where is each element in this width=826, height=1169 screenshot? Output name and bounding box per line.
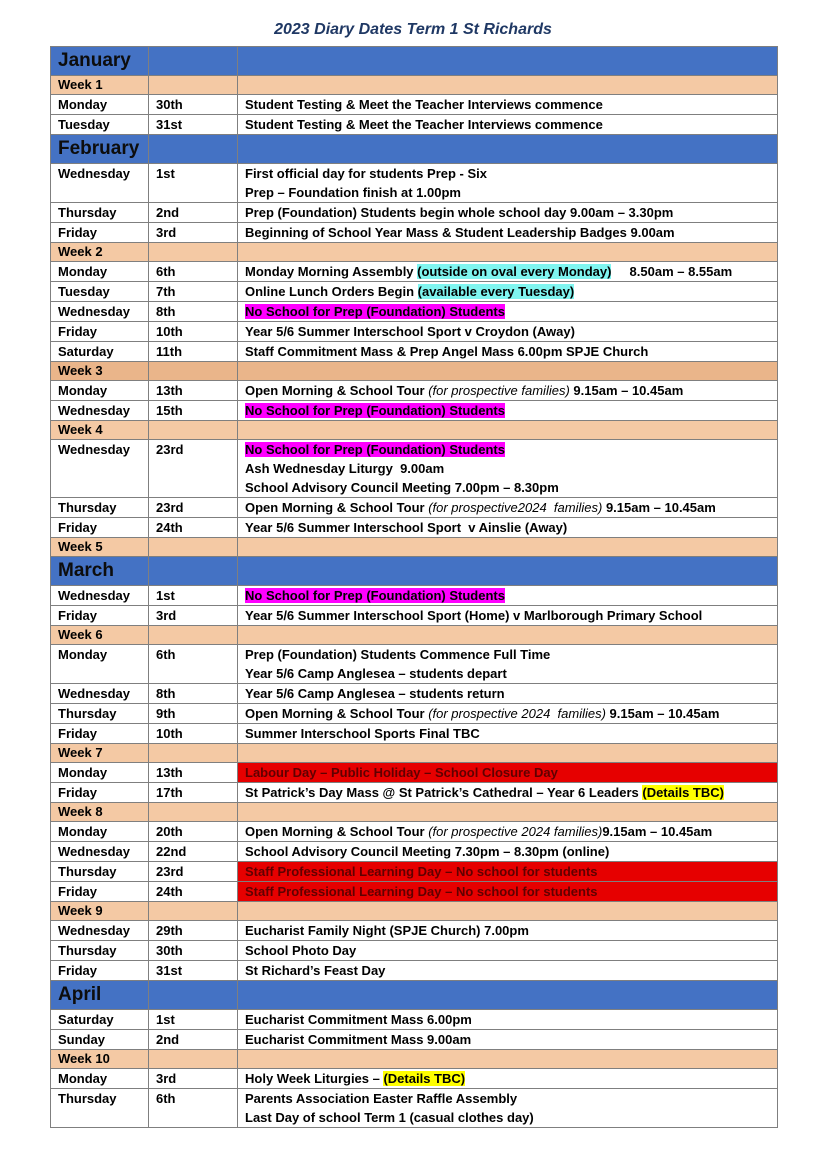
event-day: Monday	[51, 1069, 149, 1089]
event-line	[245, 783, 777, 802]
week-label: Week 4	[51, 421, 149, 440]
event-day: Wednesday	[51, 921, 149, 941]
event-text: Summer Interschool Sports Final TBC	[245, 726, 480, 741]
event-row	[51, 381, 778, 401]
week-label: Week 6	[51, 626, 149, 645]
event-description	[238, 401, 778, 421]
event-text: No School for Prep (Foundation) Students	[245, 403, 505, 418]
event-date: 17th	[149, 783, 238, 803]
event-line	[245, 302, 777, 321]
event-date: 2nd	[149, 203, 238, 223]
event-description	[238, 882, 778, 902]
month-header-row	[51, 557, 778, 586]
event-day: Monday	[51, 645, 149, 684]
event-day: Thursday	[51, 941, 149, 961]
event-day: Tuesday	[51, 282, 149, 302]
event-text: Year 5/6 Summer Interschool Sport v Ainslie (Away)	[245, 520, 568, 535]
event-day: Wednesday	[51, 842, 149, 862]
event-date: 1st	[149, 164, 238, 203]
empty-cell	[149, 362, 238, 381]
event-description	[238, 724, 778, 744]
event-day: Wednesday	[51, 401, 149, 421]
event-row	[51, 961, 778, 981]
month-label: January	[51, 47, 149, 76]
event-text: Year 5/6 Camp Anglesea – students depart	[245, 666, 507, 681]
event-description	[238, 822, 778, 842]
week-header-row	[51, 243, 778, 262]
event-line	[245, 164, 777, 183]
event-line	[245, 282, 777, 301]
empty-cell	[238, 981, 778, 1010]
event-text: School Advisory Council Meeting 7.30pm – 8.30pm (online)	[245, 844, 610, 859]
event-date: 3rd	[149, 1069, 238, 1089]
empty-cell	[238, 421, 778, 440]
event-description	[238, 302, 778, 322]
empty-cell	[149, 1050, 238, 1069]
event-text: Labour Day – Public Holiday – School Closure Day	[245, 765, 558, 780]
event-date: 3rd	[149, 606, 238, 626]
week-label: Week 5	[51, 538, 149, 557]
event-day: Friday	[51, 961, 149, 981]
week-header-row	[51, 744, 778, 763]
event-day: Wednesday	[51, 440, 149, 498]
event-description	[238, 1010, 778, 1030]
empty-cell	[238, 557, 778, 586]
week-header-row	[51, 1050, 778, 1069]
event-day: Wednesday	[51, 684, 149, 704]
event-day: Wednesday	[51, 302, 149, 322]
event-text: Year 5/6 Summer Interschool Sport v Croydon (Away)	[245, 324, 575, 339]
event-day: Thursday	[51, 704, 149, 724]
event-date: 7th	[149, 282, 238, 302]
event-date: 13th	[149, 763, 238, 783]
empty-cell	[238, 538, 778, 557]
event-line	[245, 322, 777, 341]
event-day: Saturday	[51, 1010, 149, 1030]
event-date: 23rd	[149, 440, 238, 498]
event-date: 11th	[149, 342, 238, 362]
event-line	[245, 223, 777, 242]
event-line	[245, 664, 777, 683]
event-description	[238, 518, 778, 538]
event-row	[51, 783, 778, 803]
event-text: Open Morning & School Tour	[245, 500, 429, 515]
week-header-row	[51, 803, 778, 822]
event-description	[238, 606, 778, 626]
event-date: 30th	[149, 941, 238, 961]
event-date: 31st	[149, 115, 238, 135]
event-text: (Details TBC)	[383, 1071, 466, 1086]
event-day: Wednesday	[51, 586, 149, 606]
event-date: 10th	[149, 322, 238, 342]
event-line	[245, 1030, 777, 1049]
event-line	[245, 684, 777, 703]
empty-cell	[238, 76, 778, 95]
event-line	[245, 941, 777, 960]
event-line	[245, 724, 777, 743]
event-text: Last Day of school Term 1 (casual clothes day)	[245, 1110, 534, 1125]
event-line	[245, 763, 777, 782]
event-date: 20th	[149, 822, 238, 842]
event-line	[245, 262, 777, 281]
empty-cell	[238, 626, 778, 645]
event-text: School Photo Day	[245, 943, 357, 958]
event-row	[51, 763, 778, 783]
week-header-row	[51, 362, 778, 381]
event-date: 8th	[149, 684, 238, 704]
event-line	[245, 478, 777, 497]
event-day: Monday	[51, 822, 149, 842]
event-row	[51, 822, 778, 842]
event-day: Friday	[51, 882, 149, 902]
event-date: 10th	[149, 724, 238, 744]
event-row	[51, 882, 778, 902]
empty-cell	[149, 981, 238, 1010]
event-text: School Advisory Council Meeting 7.00pm – 8.30pm	[245, 480, 559, 495]
event-description	[238, 645, 778, 684]
event-date: 8th	[149, 302, 238, 322]
event-text: Ash Wednesday Liturgy 9.00am	[245, 461, 445, 476]
event-text: First official day for students Prep - Six	[245, 166, 487, 181]
empty-cell	[149, 744, 238, 763]
empty-cell	[238, 902, 778, 921]
empty-cell	[149, 76, 238, 95]
event-row	[51, 203, 778, 223]
event-description	[238, 282, 778, 302]
event-description	[238, 440, 778, 498]
event-text: (outside on oval every Monday)	[417, 264, 612, 279]
empty-cell	[149, 421, 238, 440]
event-row	[51, 262, 778, 282]
event-date: 6th	[149, 645, 238, 684]
week-label: Week 1	[51, 76, 149, 95]
event-row	[51, 302, 778, 322]
event-text: (for prospective 2024 families)	[428, 824, 603, 839]
event-text: Staff Commitment Mass & Prep Angel Mass 6.00pm SPJE Church	[245, 344, 649, 359]
event-date: 29th	[149, 921, 238, 941]
event-description	[238, 1089, 778, 1128]
event-row	[51, 704, 778, 724]
event-text: No School for Prep (Foundation) Students	[245, 588, 505, 603]
event-description	[238, 763, 778, 783]
event-description	[238, 342, 778, 362]
month-label: March	[51, 557, 149, 586]
week-header-row	[51, 76, 778, 95]
event-day: Friday	[51, 223, 149, 243]
event-description	[238, 783, 778, 803]
event-text: (for prospective2024 families)	[428, 500, 603, 515]
week-label: Week 10	[51, 1050, 149, 1069]
event-line	[245, 1089, 777, 1108]
event-day: Friday	[51, 518, 149, 538]
event-text: Eucharist Commitment Mass 6.00pm	[245, 1012, 472, 1027]
event-row	[51, 1089, 778, 1128]
event-row	[51, 1010, 778, 1030]
event-day: Saturday	[51, 342, 149, 362]
event-text: 9.15am – 10.45am	[602, 824, 713, 839]
event-line	[245, 1108, 777, 1127]
event-row	[51, 115, 778, 135]
event-date: 22nd	[149, 842, 238, 862]
event-description	[238, 1030, 778, 1050]
event-text: 9.15am – 10.45am	[605, 706, 720, 721]
empty-cell	[149, 803, 238, 822]
week-header-row	[51, 421, 778, 440]
event-row	[51, 921, 778, 941]
event-day: Friday	[51, 606, 149, 626]
event-date: 23rd	[149, 498, 238, 518]
event-text: Parents Association Easter Raffle Assembly	[245, 1091, 518, 1106]
event-day: Thursday	[51, 203, 149, 223]
week-header-row	[51, 538, 778, 557]
event-row	[51, 223, 778, 243]
event-date: 1st	[149, 1010, 238, 1030]
event-text: Prep – Foundation finish at 1.00pm	[245, 185, 461, 200]
event-line	[245, 961, 777, 980]
week-header-row	[51, 902, 778, 921]
event-text: No School for Prep (Foundation) Students	[245, 304, 505, 319]
event-day: Monday	[51, 381, 149, 401]
event-line	[245, 381, 777, 400]
event-line	[245, 1069, 777, 1088]
event-line	[245, 459, 777, 478]
event-text: St Richard’s Feast Day	[245, 963, 386, 978]
event-text: (for prospective 2024 families)	[428, 706, 606, 721]
event-text: Eucharist Commitment Mass 9.00am	[245, 1032, 472, 1047]
empty-cell	[149, 47, 238, 76]
event-description	[238, 223, 778, 243]
event-description	[238, 381, 778, 401]
event-date: 31st	[149, 961, 238, 981]
empty-cell	[238, 744, 778, 763]
event-line	[245, 342, 777, 361]
event-line	[245, 882, 777, 901]
event-line	[245, 586, 777, 605]
event-date: 23rd	[149, 862, 238, 882]
empty-cell	[149, 135, 238, 164]
event-line	[245, 1010, 777, 1029]
event-row	[51, 440, 778, 498]
document-title: 2023 Diary Dates Term 1 St Richards	[274, 21, 552, 38]
empty-cell	[238, 135, 778, 164]
event-description	[238, 1069, 778, 1089]
month-header-row	[51, 47, 778, 76]
month-header-row	[51, 981, 778, 1010]
event-description	[238, 586, 778, 606]
event-date: 24th	[149, 518, 238, 538]
empty-cell	[149, 626, 238, 645]
week-label: Week 9	[51, 902, 149, 921]
event-day: Friday	[51, 322, 149, 342]
event-text: Beginning of School Year Mass & Student Leadership Badges 9.00am	[245, 225, 675, 240]
event-date: 24th	[149, 882, 238, 902]
event-description	[238, 941, 778, 961]
event-day: Thursday	[51, 498, 149, 518]
event-date: 6th	[149, 1089, 238, 1128]
event-row	[51, 1030, 778, 1050]
event-row	[51, 322, 778, 342]
event-description	[238, 842, 778, 862]
event-description	[238, 203, 778, 223]
event-day: Tuesday	[51, 115, 149, 135]
event-text: Monday Morning Assembly	[245, 264, 418, 279]
event-description	[238, 95, 778, 115]
event-description	[238, 921, 778, 941]
event-row	[51, 586, 778, 606]
event-day: Wednesday	[51, 164, 149, 203]
event-line	[245, 115, 777, 134]
event-row	[51, 941, 778, 961]
event-date: 13th	[149, 381, 238, 401]
event-text: (Details TBC)	[642, 785, 724, 800]
event-line	[245, 401, 777, 420]
event-day: Thursday	[51, 862, 149, 882]
month-label: February	[51, 135, 149, 164]
event-text: Staff Professional Learning Day – No school for students	[245, 884, 598, 899]
week-label: Week 7	[51, 744, 149, 763]
event-description	[238, 322, 778, 342]
event-text: (available every Tuesday)	[417, 284, 575, 299]
event-day: Friday	[51, 783, 149, 803]
event-text: Open Morning & School Tour	[245, 706, 429, 721]
event-text: 9.15am – 10.45am	[602, 500, 716, 515]
event-date: 15th	[149, 401, 238, 421]
event-day: Sunday	[51, 1030, 149, 1050]
event-text: Staff Professional Learning Day – No school for students	[245, 864, 598, 879]
event-line	[245, 921, 777, 940]
week-label: Week 3	[51, 362, 149, 381]
event-description	[238, 961, 778, 981]
event-row	[51, 342, 778, 362]
event-row	[51, 401, 778, 421]
event-text: 8.50am – 8.55am	[611, 264, 733, 279]
event-text: Holy Week Liturgies –	[245, 1071, 384, 1086]
event-line	[245, 440, 777, 459]
event-text: Open Morning & School Tour	[245, 383, 429, 398]
event-row	[51, 1069, 778, 1089]
event-row	[51, 498, 778, 518]
event-text: St Patrick’s Day Mass @ St Patrick’s Cathedral – Year 6 Leaders	[245, 785, 643, 800]
event-row	[51, 164, 778, 203]
event-description	[238, 262, 778, 282]
event-row	[51, 862, 778, 882]
event-day: Thursday	[51, 1089, 149, 1128]
event-text: Open Morning & School Tour	[245, 824, 429, 839]
empty-cell	[238, 1050, 778, 1069]
event-text: Eucharist Family Night (SPJE Church) 7.00pm	[245, 923, 529, 938]
event-line	[245, 498, 777, 517]
event-description	[238, 115, 778, 135]
event-text: Student Testing & Meet the Teacher Interviews commence	[245, 97, 603, 112]
event-row	[51, 645, 778, 684]
event-date: 30th	[149, 95, 238, 115]
event-date: 9th	[149, 704, 238, 724]
diary-dates-table	[50, 46, 778, 1128]
event-line	[245, 606, 777, 625]
event-line	[245, 842, 777, 861]
event-description	[238, 862, 778, 882]
week-label: Week 2	[51, 243, 149, 262]
week-header-row	[51, 626, 778, 645]
event-text: 9.15am – 10.45am	[569, 383, 684, 398]
event-line	[245, 862, 777, 881]
event-description	[238, 498, 778, 518]
event-row	[51, 282, 778, 302]
event-line	[245, 822, 777, 841]
event-day: Monday	[51, 763, 149, 783]
event-date: 2nd	[149, 1030, 238, 1050]
event-text: Student Testing & Meet the Teacher Interviews commence	[245, 117, 603, 132]
week-label: Week 8	[51, 803, 149, 822]
event-row	[51, 518, 778, 538]
empty-cell	[238, 47, 778, 76]
event-text: No School for Prep (Foundation) Students	[245, 442, 505, 457]
event-row	[51, 95, 778, 115]
event-date: 6th	[149, 262, 238, 282]
month-header-row	[51, 135, 778, 164]
event-text: Prep (Foundation) Students Commence Full Time	[245, 647, 551, 662]
empty-cell	[238, 362, 778, 381]
event-day: Friday	[51, 724, 149, 744]
event-text: Year 5/6 Camp Anglesea – students return	[245, 686, 505, 701]
event-row	[51, 606, 778, 626]
event-line	[245, 203, 777, 222]
month-label: April	[51, 981, 149, 1010]
event-date: 1st	[149, 586, 238, 606]
event-date: 3rd	[149, 223, 238, 243]
empty-cell	[149, 557, 238, 586]
event-line	[245, 704, 777, 723]
event-line	[245, 645, 777, 664]
event-text: Year 5/6 Summer Interschool Sport (Home) v Marlborough Primary School	[245, 608, 703, 623]
empty-cell	[149, 902, 238, 921]
empty-cell	[149, 243, 238, 262]
empty-cell	[238, 803, 778, 822]
event-day: Monday	[51, 95, 149, 115]
event-description	[238, 164, 778, 203]
event-description	[238, 684, 778, 704]
event-line	[245, 95, 777, 114]
empty-cell	[149, 538, 238, 557]
event-text: (for prospective families)	[428, 383, 570, 398]
event-line	[245, 518, 777, 537]
event-line	[245, 183, 777, 202]
event-row	[51, 842, 778, 862]
event-day: Monday	[51, 262, 149, 282]
empty-cell	[238, 243, 778, 262]
event-text: Online Lunch Orders Begin	[245, 284, 418, 299]
event-row	[51, 724, 778, 744]
event-row	[51, 684, 778, 704]
event-text: Prep (Foundation) Students begin whole school day 9.00am – 3.30pm	[245, 205, 674, 220]
event-description	[238, 704, 778, 724]
